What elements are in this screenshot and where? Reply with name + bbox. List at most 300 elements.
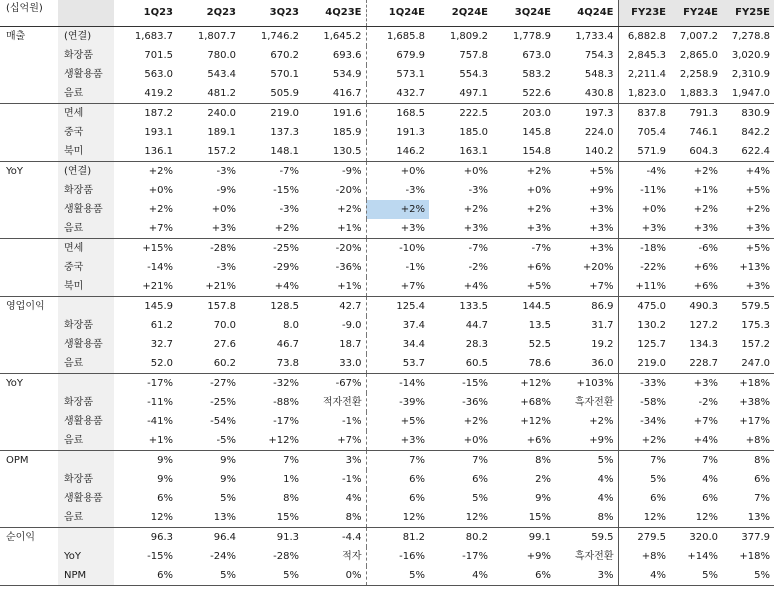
table-cell: +3%	[693, 223, 718, 234]
table-cell: 679.9	[396, 50, 425, 61]
table-cell: -1%	[405, 262, 425, 273]
table-cell: 279.5	[618, 528, 670, 548]
row-group-label: 매출	[0, 27, 58, 47]
table-cell: 157.2	[741, 339, 770, 350]
table-cell: 571.9	[637, 146, 666, 157]
table-row	[0, 374, 774, 394]
table-cell: +3%	[670, 374, 722, 394]
table-cell: -28%	[273, 551, 299, 562]
table-cell: 96.3	[114, 528, 177, 548]
table-cell: 0%	[303, 566, 366, 586]
table-cell: +2%	[463, 204, 488, 215]
table-cell: +3%	[400, 223, 425, 234]
table-cell: 416.7	[303, 84, 366, 104]
table-cell: -58%	[640, 397, 666, 408]
row-group-label	[0, 316, 58, 335]
table-cell: +4%	[693, 435, 718, 446]
table-cell: +0%	[463, 435, 488, 446]
table-cell: +2%	[526, 204, 551, 215]
table-cell: -11%	[640, 185, 666, 196]
table-cell: -7%	[492, 239, 555, 259]
table-cell: 203.0	[492, 104, 555, 124]
table-cell: +5%	[555, 162, 618, 182]
table-cell: 168.5	[366, 104, 429, 124]
table-cell: -10%	[366, 239, 429, 259]
table-cell: 46.7	[276, 339, 299, 350]
table-cell: 6%	[650, 493, 666, 504]
table-cell: 99.1	[492, 528, 555, 548]
table-cell: +13%	[739, 262, 770, 273]
table-cell: 228.7	[689, 358, 718, 369]
table-cell: 6,882.8	[618, 27, 670, 47]
table-cell: 127.2	[689, 320, 718, 331]
table-cell: 2%	[535, 474, 551, 485]
table-cell: 4%	[618, 566, 670, 586]
table-row	[0, 277, 774, 297]
table-cell: -3%	[216, 262, 236, 273]
table-cell: 흑자전환	[555, 393, 618, 412]
row-label: 음료	[58, 219, 114, 239]
table-cell: 1,883.3	[679, 88, 718, 99]
table-cell: 2,211.4	[627, 69, 666, 80]
table-cell: 754.3	[555, 46, 618, 65]
row-group-label	[0, 393, 58, 412]
column-header: 1Q23	[114, 0, 177, 27]
row-group-label: 순이익	[0, 528, 58, 548]
table-cell: -32%	[240, 374, 303, 394]
table-cell: 497.1	[459, 88, 488, 99]
table-cell: 6%	[409, 474, 425, 485]
table-cell: 3,020.9	[731, 50, 770, 61]
table-cell: -24%	[210, 551, 236, 562]
table-cell: 3%	[303, 451, 366, 471]
table-cell: +3%	[211, 223, 236, 234]
row-group-label	[0, 431, 58, 451]
row-group-label	[0, 219, 58, 239]
table-cell: -15%	[147, 551, 173, 562]
row-group-label	[0, 258, 58, 277]
row-group-label: YoY	[0, 374, 58, 394]
table-cell: 8%	[303, 508, 366, 528]
table-cell: 1,733.4	[555, 27, 618, 47]
table-cell: +3%	[526, 223, 551, 234]
table-cell: 8%	[722, 451, 774, 471]
table-cell: +21%	[142, 281, 173, 292]
header-row	[0, 0, 774, 27]
table-cell: 197.3	[555, 104, 618, 124]
table-cell: -29%	[273, 262, 299, 273]
row-group-label	[0, 104, 58, 124]
table-cell: 1,823.0	[627, 88, 666, 99]
table-cell: -3%	[279, 204, 299, 215]
table-cell: 146.2	[396, 146, 425, 157]
table-cell: 5%	[240, 566, 303, 586]
table-cell: +2%	[303, 200, 366, 219]
table-cell: 6%	[157, 493, 173, 504]
table-cell: 7%	[429, 451, 492, 471]
row-label: 면세	[58, 104, 114, 124]
table-cell: +9%	[555, 431, 618, 451]
table-cell: +4%	[274, 281, 299, 292]
row-group-label	[0, 470, 58, 489]
table-cell: 5%	[722, 566, 774, 586]
table-cell: +3%	[555, 239, 618, 259]
column-header: 4Q23E	[303, 0, 366, 27]
table-cell: +1%	[303, 277, 366, 297]
table-cell: -33%	[618, 374, 670, 394]
table-cell: 7%	[240, 451, 303, 471]
table-cell: 9%	[535, 493, 551, 504]
table-cell: 154.8	[522, 146, 551, 157]
table-cell: -17%	[273, 416, 299, 427]
table-cell: -7%	[240, 162, 303, 182]
table-row	[0, 200, 774, 219]
table-cell: 13%	[747, 512, 770, 523]
table-row	[0, 354, 774, 374]
table-cell: -25%	[240, 239, 303, 259]
table-cell: 157.2	[207, 146, 236, 157]
table-cell: 7,007.2	[670, 27, 722, 47]
table-row	[0, 239, 774, 259]
column-header: 2Q24E	[429, 0, 492, 27]
table-cell: 570.1	[270, 69, 299, 80]
table-cell: +0%	[429, 162, 492, 182]
table-cell: +12%	[268, 435, 299, 446]
table-cell: 적자	[303, 547, 366, 566]
table-cell: 52.5	[528, 339, 551, 350]
table-cell: +2%	[274, 223, 299, 234]
table-cell: 12%	[695, 512, 718, 523]
table-cell: 563.0	[144, 69, 173, 80]
table-cell: -17%	[462, 551, 488, 562]
table-cell: -34%	[640, 416, 666, 427]
row-group-label	[0, 277, 58, 297]
row-group-label	[0, 354, 58, 374]
table-cell: 137.3	[270, 127, 299, 138]
row-label: 중국	[58, 258, 114, 277]
table-cell: +8%	[745, 435, 770, 446]
table-cell: 15%	[276, 512, 299, 523]
row-label: 화장품	[58, 470, 114, 489]
table-cell: 70.0	[213, 320, 236, 331]
table-row	[0, 84, 774, 104]
row-label: 중국	[58, 123, 114, 142]
row-label: 화장품	[58, 181, 114, 200]
table-cell: +6%	[526, 435, 551, 446]
table-row	[0, 46, 774, 65]
row-label: 생활용품	[58, 412, 114, 431]
table-cell: 2,865.0	[679, 50, 718, 61]
table-cell: +18%	[739, 551, 770, 562]
row-label: NPM	[58, 566, 114, 586]
table-cell: 573.1	[396, 69, 425, 80]
table-cell: +2%	[114, 162, 177, 182]
table-cell: +1%	[148, 435, 173, 446]
table-cell: 9%	[220, 474, 236, 485]
column-header: FY25E	[722, 0, 774, 27]
table-cell: 80.2	[429, 528, 492, 548]
table-cell: 2,258.9	[679, 69, 718, 80]
table-row	[0, 528, 774, 548]
table-cell: -67%	[303, 374, 366, 394]
row-label: 생활용품	[58, 335, 114, 354]
table-row	[0, 297, 774, 317]
table-cell: 8%	[555, 508, 618, 528]
table-row	[0, 431, 774, 451]
table-cell: 4%	[555, 489, 618, 508]
table-cell: 8.0	[283, 320, 299, 331]
column-header: 3Q24E	[492, 0, 555, 27]
table-cell: -4%	[618, 162, 670, 182]
table-cell: 780.0	[207, 50, 236, 61]
row-label: 음료	[58, 508, 114, 528]
table-cell: 4%	[429, 566, 492, 586]
table-cell: +7%	[148, 223, 173, 234]
table-row	[0, 258, 774, 277]
column-header: 4Q24E	[555, 0, 618, 27]
row-label	[58, 374, 114, 394]
table-cell: +2%	[555, 412, 618, 431]
table-cell: 4%	[303, 489, 366, 508]
table-cell: +2%	[463, 416, 488, 427]
table-cell: +9%	[526, 551, 551, 562]
table-cell: -9%	[216, 185, 236, 196]
table-cell: 59.5	[555, 528, 618, 548]
table-cell: 73.8	[276, 358, 299, 369]
row-group-label	[0, 142, 58, 162]
table-cell: 52.0	[150, 358, 173, 369]
table-cell: 130.2	[637, 320, 666, 331]
table-cell: 18.7	[303, 335, 366, 354]
table-cell: 522.6	[522, 88, 551, 99]
table-cell: 189.1	[207, 127, 236, 138]
table-cell: -36%	[303, 258, 366, 277]
table-cell: 4%	[702, 474, 718, 485]
table-cell: 흑자전환	[555, 547, 618, 566]
table-cell: 791.3	[670, 104, 722, 124]
table-cell: 9%	[114, 451, 177, 471]
row-label: 음료	[58, 431, 114, 451]
table-cell: 61.2	[150, 320, 173, 331]
table-cell: 12%	[465, 512, 488, 523]
table-cell: +14%	[687, 551, 718, 562]
table-cell: 27.6	[213, 339, 236, 350]
table-cell: 3%	[555, 566, 618, 586]
table-cell: -18%	[618, 239, 670, 259]
table-cell: 적자전환	[303, 393, 366, 412]
table-cell: 34.4	[402, 339, 425, 350]
table-cell: 12%	[643, 512, 666, 523]
table-row	[0, 489, 774, 508]
table-cell: 12%	[150, 512, 173, 523]
table-cell: +2%	[745, 204, 770, 215]
table-cell: +0%	[366, 162, 429, 182]
table-cell: 693.6	[303, 46, 366, 65]
table-cell: -22%	[640, 262, 666, 273]
table-cell: +103%	[555, 374, 618, 394]
table-cell: 8%	[492, 451, 555, 471]
table-cell: +17%	[739, 416, 770, 427]
table-cell: +0%	[148, 185, 173, 196]
table-cell: +38%	[739, 397, 770, 408]
table-cell: +15%	[114, 239, 177, 259]
table-row	[0, 412, 774, 431]
table-cell: 583.2	[522, 69, 551, 80]
table-cell: 505.9	[270, 88, 299, 99]
table-cell: 579.5	[722, 297, 774, 317]
unit-label: (십억원)	[0, 0, 58, 27]
table-cell: 31.7	[555, 316, 618, 335]
table-cell: -28%	[177, 239, 240, 259]
table-cell: 1,778.9	[492, 27, 555, 47]
table-cell: -3%	[405, 185, 425, 196]
table-cell: 830.9	[722, 104, 774, 124]
table-row	[0, 335, 774, 354]
table-cell: 91.3	[240, 528, 303, 548]
table-cell: 1,746.2	[240, 27, 303, 47]
row-label: (연결)	[58, 27, 114, 47]
table-cell: -3%	[177, 162, 240, 182]
table-cell: +6%	[526, 262, 551, 273]
row-group-label	[0, 181, 58, 200]
table-cell: +7%	[303, 431, 366, 451]
table-cell: 86.9	[555, 297, 618, 317]
table-cell: 32.7	[150, 339, 173, 350]
row-label: 생활용품	[58, 200, 114, 219]
table-cell: 4%	[555, 470, 618, 489]
table-cell: 548.3	[555, 65, 618, 84]
row-label: 북미	[58, 142, 114, 162]
table-cell: +12%	[520, 416, 551, 427]
table-cell: +5%	[526, 281, 551, 292]
table-cell: 191.3	[396, 127, 425, 138]
table-cell: 534.9	[303, 65, 366, 84]
row-label: 음료	[58, 84, 114, 104]
row-group-label	[0, 412, 58, 431]
table-cell: 5%	[472, 493, 488, 504]
table-cell: +5%	[745, 185, 770, 196]
table-cell: 134.3	[689, 339, 718, 350]
table-cell: 187.2	[114, 104, 177, 124]
table-row	[0, 181, 774, 200]
column-header: FY24E	[670, 0, 722, 27]
table-cell: 5%	[555, 451, 618, 471]
row-label: 면세	[58, 239, 114, 259]
table-cell: 28.3	[465, 339, 488, 350]
table-cell: 53.7	[402, 358, 425, 369]
table-cell: 320.0	[670, 528, 722, 548]
header-blank	[58, 0, 114, 27]
row-group-label: 영업이익	[0, 297, 58, 317]
row-label: YoY	[58, 547, 114, 566]
table-cell: -4.4	[303, 528, 366, 548]
table-cell: +3%	[555, 219, 618, 239]
table-cell: 12%	[402, 512, 425, 523]
table-cell: 837.8	[618, 104, 670, 124]
table-cell: 219.0	[637, 358, 666, 369]
table-cell: +0%	[211, 204, 236, 215]
table-cell: 670.2	[270, 50, 299, 61]
row-label: 화장품	[58, 316, 114, 335]
table-cell: +1%	[693, 185, 718, 196]
table-cell: +2%	[148, 204, 173, 215]
table-cell: -2%	[698, 397, 718, 408]
table-cell: -36%	[462, 397, 488, 408]
table-row	[0, 65, 774, 84]
table-cell: 543.4	[207, 69, 236, 80]
table-cell: 622.4	[741, 146, 770, 157]
table-cell: -1%	[303, 412, 366, 431]
table-cell: +7%	[693, 416, 718, 427]
table-cell: 175.3	[741, 320, 770, 331]
table-cell: -1%	[303, 470, 366, 489]
table-cell: 430.8	[555, 84, 618, 104]
table-cell: -54%	[210, 416, 236, 427]
table-row	[0, 219, 774, 239]
table-cell: 224.0	[555, 123, 618, 142]
table-cell: 148.1	[270, 146, 299, 157]
table-cell: -27%	[177, 374, 240, 394]
table-cell: -39%	[399, 397, 425, 408]
table-cell: +6%	[693, 262, 718, 273]
row-label: 화장품	[58, 46, 114, 65]
table-cell: +11%	[635, 281, 666, 292]
table-cell: 1,807.7	[177, 27, 240, 47]
table-cell: 33.0	[303, 354, 366, 374]
table-row	[0, 27, 774, 47]
table-cell: +7%	[400, 281, 425, 292]
table-cell: +21%	[205, 281, 236, 292]
table-cell: +2%	[670, 162, 722, 182]
table-cell: +3%	[400, 435, 425, 446]
table-cell: 13%	[213, 512, 236, 523]
table-cell: 219.0	[240, 104, 303, 124]
table-cell: 481.2	[207, 88, 236, 99]
table-cell: +0%	[641, 204, 666, 215]
table-cell: 6%	[114, 566, 177, 586]
table-cell: +8%	[641, 551, 666, 562]
table-cell: +2%	[492, 162, 555, 182]
table-cell: 746.1	[689, 127, 718, 138]
table-cell: 701.5	[144, 50, 173, 61]
table-cell: 705.4	[637, 127, 666, 138]
column-header: 3Q23	[240, 0, 303, 27]
table-cell: 222.5	[429, 104, 492, 124]
table-cell: 554.3	[459, 69, 488, 80]
table-cell: +0%	[526, 185, 551, 196]
table-cell: 36.0	[555, 354, 618, 374]
table-cell: 185.9	[303, 123, 366, 142]
table-cell: +3%	[745, 281, 770, 292]
table-cell: +3%	[641, 223, 666, 234]
table-cell: 1,683.7	[114, 27, 177, 47]
table-cell: 133.5	[429, 297, 492, 317]
table-cell: -88%	[273, 397, 299, 408]
row-group-label	[0, 46, 58, 65]
column-header: 2Q23	[177, 0, 240, 27]
table-cell: 240.0	[177, 104, 240, 124]
table-cell: 136.1	[144, 146, 173, 157]
table-cell: 2,845.3	[627, 50, 666, 61]
table-cell: +5%	[400, 416, 425, 427]
table-cell: -14%	[147, 262, 173, 273]
table-cell: 5%	[220, 493, 236, 504]
table-cell: -7%	[429, 239, 492, 259]
table-cell: 604.3	[689, 146, 718, 157]
row-group-label: OPM	[0, 451, 58, 471]
table-cell: -25%	[210, 397, 236, 408]
table-cell: 432.7	[396, 88, 425, 99]
